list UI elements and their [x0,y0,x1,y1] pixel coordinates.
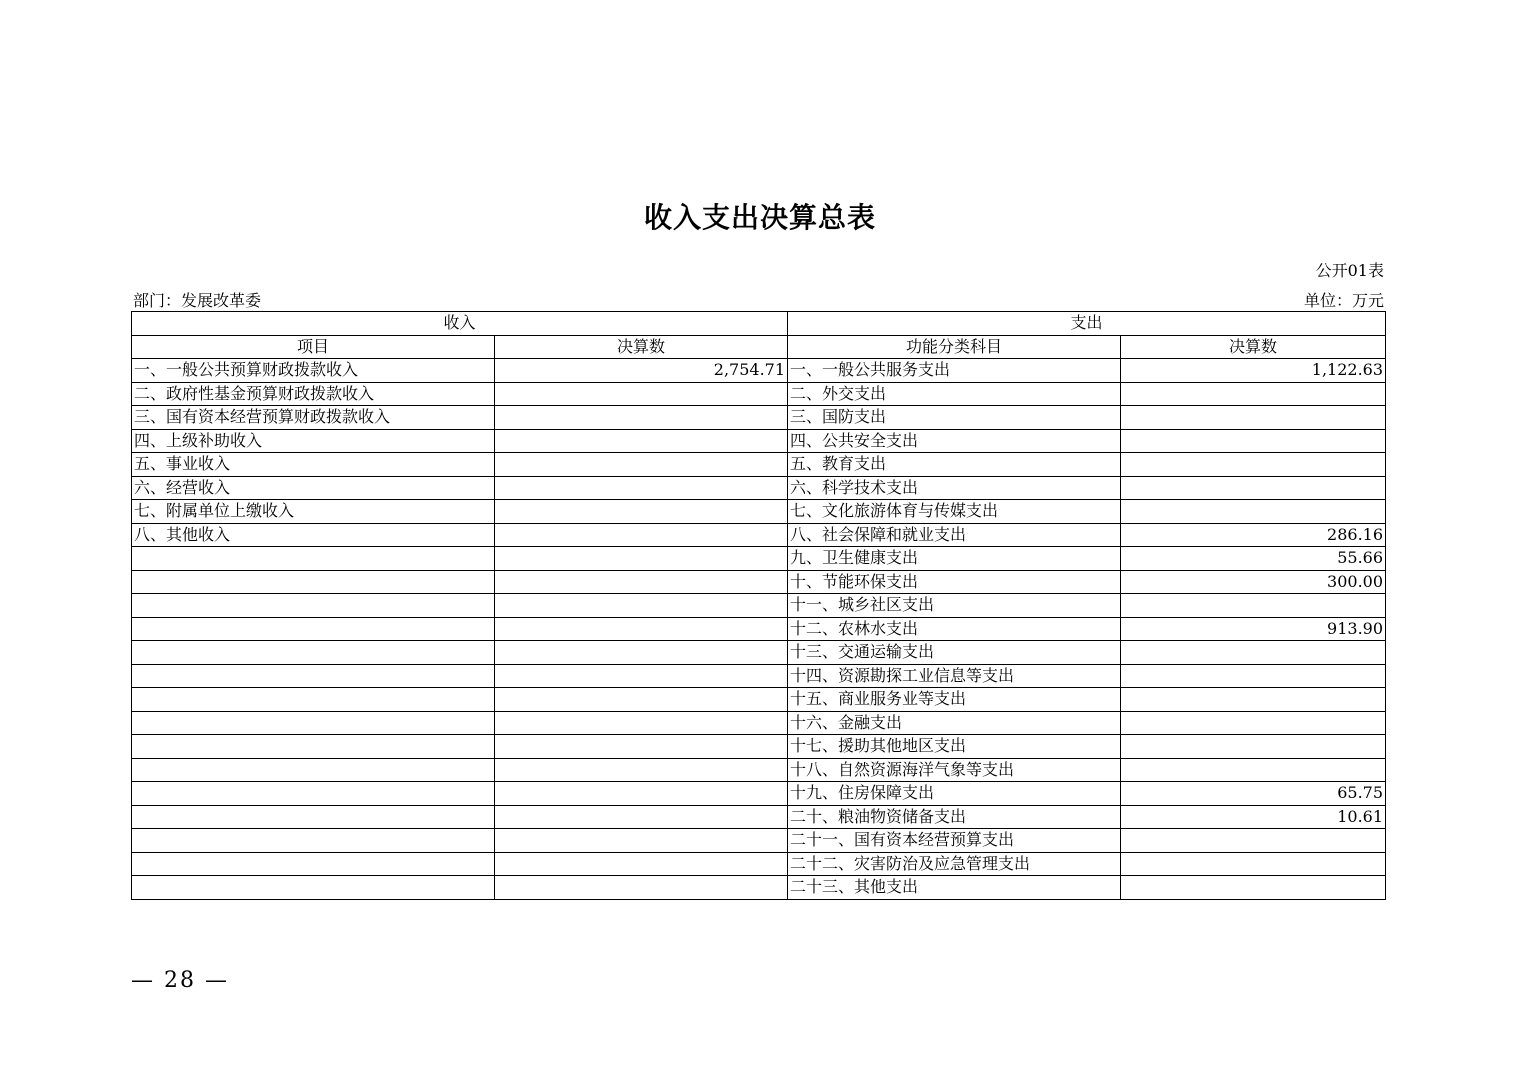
income-amount-cell [495,664,788,688]
table-row [132,594,1386,618]
unit-label: 单位：万元 [1303,291,1384,310]
table-row [132,688,1386,712]
expense-amount-cell [1121,852,1386,876]
income-item-cell [132,782,495,806]
income-amount-cell [495,782,788,806]
expense-amount-header: 决算数 [1121,335,1386,359]
income-item-cell [132,547,495,571]
income-amount-cell [495,382,788,406]
income-amount-cell [495,500,788,524]
table-row [132,359,1386,383]
income-amount-cell [495,523,788,547]
expense-amount-cell [1121,382,1386,406]
income-item-cell: 八、其他收入 [132,523,495,547]
expense-item-cell: 六、科学技术支出 [788,476,1121,500]
expense-amount-cell [1121,758,1386,782]
table-row [132,453,1386,477]
expense-amount-cell: 10.61 [1121,805,1386,829]
income-amount-cell [495,594,788,618]
expense-amount-cell [1121,735,1386,759]
income-expense-table [131,311,1386,900]
income-item-cell [132,594,495,618]
table-row [132,735,1386,759]
expense-item-cell: 一、一般公共服务支出 [788,359,1121,383]
income-amount-cell [495,617,788,641]
table-row [132,523,1386,547]
expense-item-cell: 十六、金融支出 [788,711,1121,735]
expense-item-cell: 二十二、灾害防治及应急管理支出 [788,852,1121,876]
income-amount-header: 决算数 [495,335,788,359]
expense-item-cell: 二十三、其他支出 [788,876,1121,900]
expense-item-cell: 七、文化旅游体育与传媒支出 [788,500,1121,524]
expense-item-cell: 九、卫生健康支出 [788,547,1121,571]
income-amount-cell [495,641,788,665]
expense-amount-cell [1121,641,1386,665]
income-amount-cell [495,429,788,453]
income-item-cell [132,641,495,665]
income-amount-cell [495,805,788,829]
income-amount-cell [495,735,788,759]
income-item-cell [132,570,495,594]
expense-item-cell: 三、国防支出 [788,406,1121,430]
table-row [132,547,1386,571]
expense-item-header: 功能分类科目 [788,335,1121,359]
expense-amount-cell [1121,876,1386,900]
expense-item-cell: 二十一、国有资本经营预算支出 [788,829,1121,853]
income-item-cell [132,617,495,641]
table-row [132,570,1386,594]
expense-item-cell: 十四、资源勘探工业信息等支出 [788,664,1121,688]
income-item-cell [132,829,495,853]
expense-amount-cell [1121,711,1386,735]
expense-amount-cell [1121,664,1386,688]
expense-item-cell: 十一、城乡社区支出 [788,594,1121,618]
income-item-cell [132,805,495,829]
income-amount-cell [495,829,788,853]
table-row [132,500,1386,524]
income-amount-cell [495,852,788,876]
expense-amount-cell: 913.90 [1121,617,1386,641]
table-row [132,476,1386,500]
income-item-cell: 一、一般公共预算财政拨款收入 [132,359,495,383]
page-number: — 28 — [131,968,229,993]
expense-item-cell: 十五、商业服务业等支出 [788,688,1121,712]
income-item-cell: 四、上级补助收入 [132,429,495,453]
table-row [132,805,1386,829]
income-item-cell [132,735,495,759]
income-item-cell [132,852,495,876]
group-header-row [132,312,1386,336]
expense-amount-cell [1121,476,1386,500]
department-label: 部门：发展改革委 [133,291,262,310]
expense-amount-cell [1121,406,1386,430]
table-row [132,782,1386,806]
page-title: 收入支出决算总表 [643,201,876,234]
table-row [132,617,1386,641]
expense-amount-cell: 300.00 [1121,570,1386,594]
form-code-label: 公开01表 [1315,261,1384,280]
expense-item-cell: 二十、粮油物资储备支出 [788,805,1121,829]
table-row [132,641,1386,665]
expense-amount-cell: 286.16 [1121,523,1386,547]
expense-amount-cell [1121,829,1386,853]
table-row [132,429,1386,453]
expense-item-cell: 十八、自然资源海洋气象等支出 [788,758,1121,782]
expense-item-cell: 十二、农林水支出 [788,617,1121,641]
expense-item-cell: 十九、住房保障支出 [788,782,1121,806]
income-amount-cell [495,688,788,712]
expense-amount-cell: 65.75 [1121,782,1386,806]
income-amount-cell [495,476,788,500]
table-row [132,664,1386,688]
income-group-header: 收入 [132,312,788,336]
expense-amount-cell [1121,688,1386,712]
income-item-cell [132,664,495,688]
expense-item-cell: 十三、交通运输支出 [788,641,1121,665]
expense-amount-cell: 1,122.63 [1121,359,1386,383]
expense-item-cell: 二、外交支出 [788,382,1121,406]
income-item-cell [132,876,495,900]
income-item-cell [132,711,495,735]
expense-amount-cell [1121,453,1386,477]
income-item-cell [132,758,495,782]
table-row [132,852,1386,876]
income-amount-cell [495,570,788,594]
expense-item-cell: 十七、援助其他地区支出 [788,735,1121,759]
income-item-header: 项目 [132,335,495,359]
income-item-cell: 五、事业收入 [132,453,495,477]
table-row [132,406,1386,430]
income-amount-cell [495,406,788,430]
income-item-cell: 七、附属单位上缴收入 [132,500,495,524]
table-row [132,829,1386,853]
expense-item-cell: 四、公共安全支出 [788,429,1121,453]
table-body [132,359,1386,900]
expense-group-header: 支出 [788,312,1386,336]
income-amount-cell [495,758,788,782]
income-item-cell: 二、政府性基金预算财政拨款收入 [132,382,495,406]
income-item-cell: 六、经营收入 [132,476,495,500]
expense-item-cell: 五、教育支出 [788,453,1121,477]
expense-item-cell: 十、节能环保支出 [788,570,1121,594]
income-item-cell: 三、国有资本经营预算财政拨款收入 [132,406,495,430]
expense-amount-cell [1121,500,1386,524]
income-amount-cell [495,876,788,900]
expense-amount-cell [1121,594,1386,618]
expense-item-cell: 八、社会保障和就业支出 [788,523,1121,547]
table-row [132,711,1386,735]
income-amount-cell [495,547,788,571]
column-header-row [132,335,1386,359]
income-amount-cell [495,453,788,477]
table-row [132,758,1386,782]
income-item-cell [132,688,495,712]
table-row [132,876,1386,900]
expense-amount-cell [1121,429,1386,453]
income-amount-cell: 2,754.71 [495,359,788,383]
table-row [132,382,1386,406]
expense-amount-cell: 55.66 [1121,547,1386,571]
income-amount-cell [495,711,788,735]
